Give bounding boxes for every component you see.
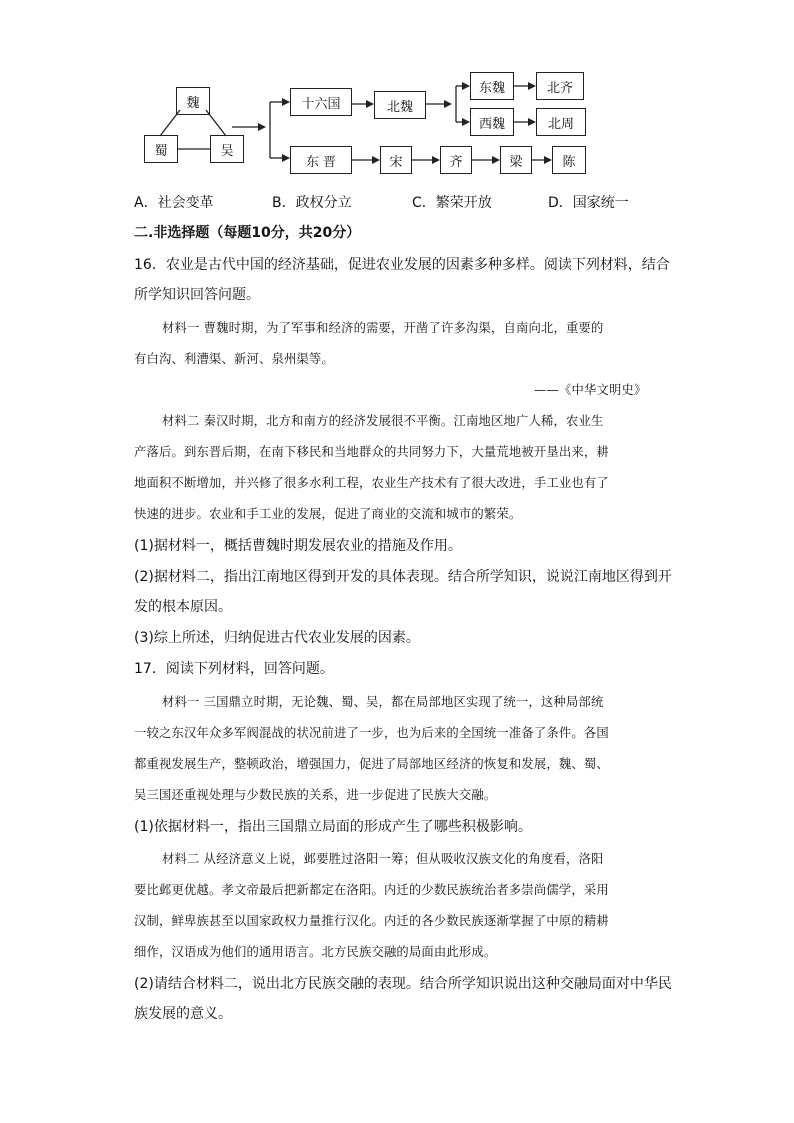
q16-sub3: (3)综上所述，归纳促进古代农业发展的因素。 [134,630,420,646]
box-wei: 魏 [176,87,210,115]
q16-material2-line3: 地面积不断增加，并兴修了很多水利工程，农业生产技术有了很大改进，手工业也有了 [134,476,609,490]
q17-material1-line4: 吴三国还重视处理与少数民族的关系，进一步促进了民族大交融。 [134,788,497,802]
box-wu: 吴 [210,135,244,163]
box-eastern-wei: 东魏 [470,72,514,100]
q16-material2-line1: 材料二 秦汉时期，北方和南方的经济发展很不平衡。江南地区地广人稀，农业生 [162,414,604,428]
q17-material2-line3: 汉制，鲜卑族甚至以国家政权力量推行汉化。内迁的各少数民族逐渐掌握了中原的精耕 [134,914,609,928]
history-flow-diagram [0,0,794,190]
q16-stem-line1: 16．农业是古代中国的经济基础，促进农业发展的因素多种多样。阅读下列材料，结合 [134,257,670,273]
q17-material2-line2: 要比邺更优越。孝文帝最后把新都定在洛阳。内迁的少数民族统治者多崇尚儒学，采用 [134,883,609,897]
box-qi: 齐 [440,146,472,174]
box-northern-qi: 北齐 [536,72,584,100]
q16-stem-line2: 所学知识回答问题。 [134,287,260,303]
option-a[interactable]: A．社会变革 [134,195,214,211]
q16-sub2-line1: (2)据材料二，指出江南地区得到开发的具体表现。结合所学知识，说说江南地区得到开 [134,569,672,585]
q16-material2-line4: 快速的进步。农业和手工业的发展，促进了商业的交流和城市的繁荣。 [134,507,522,521]
box-northern-wei: 北魏 [374,91,426,119]
box-chen: 陈 [552,146,586,174]
q17-stem: 17．阅读下列材料，回答问题。 [134,661,334,677]
box-sixteen-kingdoms: 十六国 [290,88,352,116]
section-title: 二.非选择题（每题10分，共20分） [134,225,361,241]
q16-sub2-line2: 发的根本原因。 [134,599,232,615]
q17-material1-line2: 一较之东汉年众多军阀混战的状况前进了一步，也为后来的全国统一准备了条件。各国 [134,726,609,740]
option-b[interactable]: B．政权分立 [272,195,352,211]
q17-material2-line1: 材料二 从经济意义上说，邺要胜过洛阳一筹；但从吸收汉族文化的角度看，洛阳 [162,852,604,866]
option-d[interactable]: D．国家统一 [548,195,629,211]
q16-material1-line1: 材料一 曹魏时期，为了军事和经济的需要，开凿了许多沟渠，自南向北，重要的 [162,321,604,335]
q17-sub2-line1: (2)请结合材料二，说出北方民族交融的表现。结合所学知识说出这种交融局面对中华民 [134,976,672,992]
q16-material1-line2: 有白沟、利漕渠、新河、泉州渠等。 [134,352,334,366]
box-song: 宋 [380,146,412,174]
q17-material2-line4: 细作，汉语成为他们的通用语言。北方民族交融的局面由此形成。 [134,945,497,959]
q16-sub1: (1)据材料一，概括曹魏时期发展农业的措施及作用。 [134,538,462,554]
box-shu: 蜀 [144,135,178,163]
q17-material1-line1: 材料一 三国鼎立时期，无论魏、蜀、吴，都在局部地区实现了统一，这种局部统 [162,695,604,709]
q16-material2-line2: 产落后。到东晋后期，在南下移民和当地群众的共同努力下，大量荒地被开垦出来，耕 [134,445,609,459]
option-c[interactable]: C．繁荣开放 [412,195,492,211]
q16-material1-source: ——《中华文明史》 [534,383,647,397]
box-liang: 梁 [500,146,532,174]
q17-material1-line3: 都重视发展生产，整顿政治，增强国力，促进了局部地区经济的恢复和发展，魏、蜀、 [134,757,609,771]
q17-sub2-line2: 族发展的意义。 [134,1006,232,1022]
box-eastern-jin: 东 晋 [290,146,352,174]
box-northern-zhou: 北周 [536,108,586,136]
q17-sub1: (1)依据材料一，指出三国鼎立局面的形成产生了哪些积极影响。 [134,819,532,835]
box-western-wei: 西魏 [470,108,514,136]
